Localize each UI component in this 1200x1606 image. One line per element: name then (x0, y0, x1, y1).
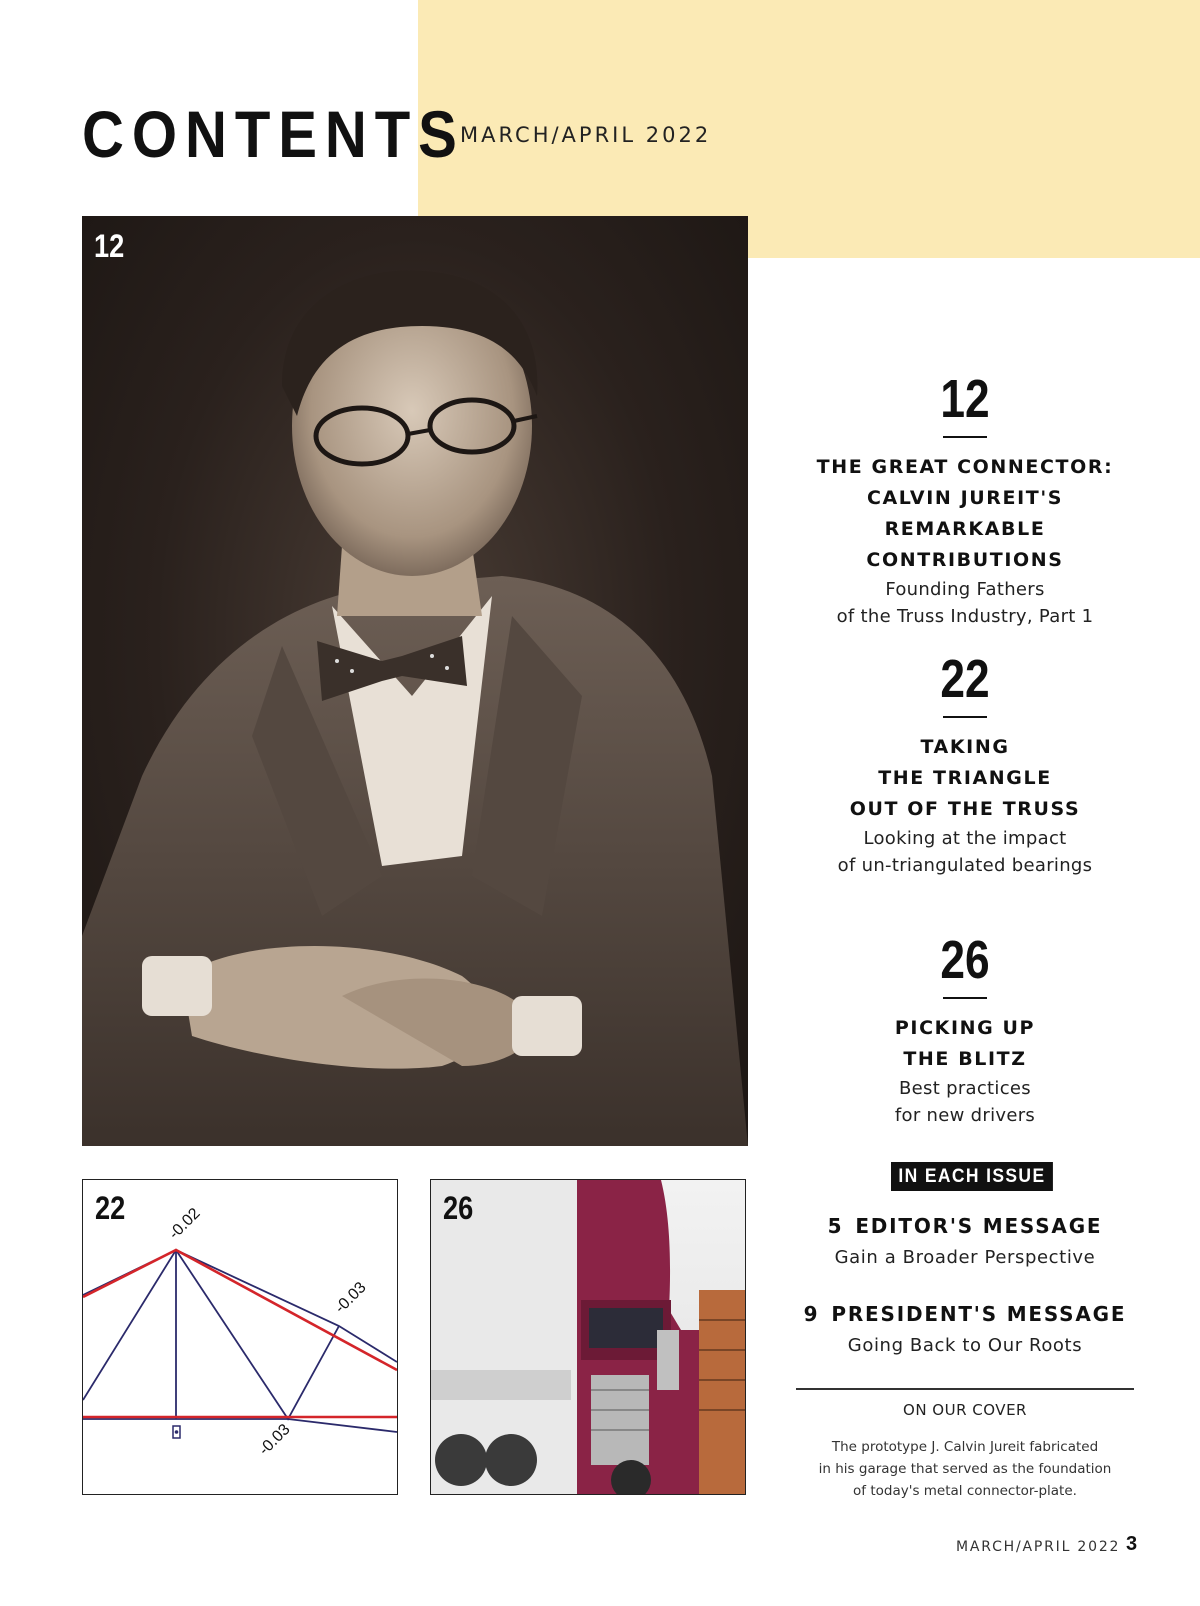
feature-entry[interactable] (785, 649, 1145, 879)
feature-page-number: 26 (940, 930, 990, 990)
footer-page-number: 3 (1126, 1533, 1138, 1555)
diagram-label: -0.03 (331, 1279, 370, 1317)
cover-divider (796, 1388, 1134, 1390)
truss-diagram-thumbnail[interactable] (82, 1179, 398, 1495)
portrait-photo[interactable] (82, 216, 748, 1146)
portrait-illustration (82, 216, 748, 1146)
issue-date: MARCH/APRIL 2022 (460, 123, 712, 147)
diagram-label: -0.02 (165, 1205, 204, 1243)
feature-page-number: 22 (940, 649, 990, 709)
diagram-page-tag: 22 (95, 1190, 126, 1226)
photo-page-tag: 12 (94, 228, 125, 264)
feature-dek: Founding Fathers of the Truss Industry, Part 1 (836, 579, 1094, 627)
feature-headline: PICKING UP THE BLITZ (894, 1017, 1036, 1070)
department-page-number: 9 (803, 1302, 820, 1326)
footer-issue-date: MARCH/APRIL 2022 (956, 1539, 1121, 1555)
department-entry[interactable] (785, 1212, 1145, 1272)
cover-caption: The prototype J. Calvin Jureit fabricated in his garage that served as the foundation of today's metal connector-plate. (818, 1439, 1112, 1499)
page-title: CONTENTS (82, 97, 465, 171)
divider (943, 997, 987, 999)
department-title: 9 PRESIDENT'S MESSAGE (803, 1302, 1127, 1326)
department-subtitle: Going Back to Our Roots (847, 1335, 1083, 1356)
truck-page-tag: 26 (443, 1190, 474, 1226)
feature-headline: THE GREAT CONNECTOR: CALVIN JUREIT'S REMARKABLE CONTRIBUTIONS (816, 456, 1114, 571)
department-entry[interactable] (785, 1300, 1145, 1360)
feature-headline: TAKING THE TRIANGLE OUT OF THE TRUSS (849, 736, 1081, 820)
divider (943, 716, 987, 718)
in-each-issue-badge: IN EACH ISSUE (891, 1162, 1053, 1191)
feature-page-number: 12 (940, 369, 990, 429)
feature-entry[interactable] (785, 930, 1145, 1129)
department-page-number: 5 (827, 1214, 844, 1238)
feature-entry[interactable] (785, 369, 1145, 630)
truck-illustration (431, 1180, 745, 1494)
department-subtitle: Gain a Broader Perspective (834, 1247, 1096, 1268)
department-title: 5 EDITOR'S MESSAGE (827, 1214, 1103, 1238)
truss-diagram (83, 1180, 397, 1494)
feature-dek: Looking at the impact of un-triangulated bearings (837, 828, 1093, 876)
cover-label: ON OUR COVER (903, 1401, 1027, 1419)
truck-photo-thumbnail[interactable] (430, 1179, 746, 1495)
divider (943, 436, 987, 438)
diagram-label: -0.03 (255, 1421, 294, 1459)
feature-dek: Best practices for new drivers (894, 1078, 1036, 1126)
